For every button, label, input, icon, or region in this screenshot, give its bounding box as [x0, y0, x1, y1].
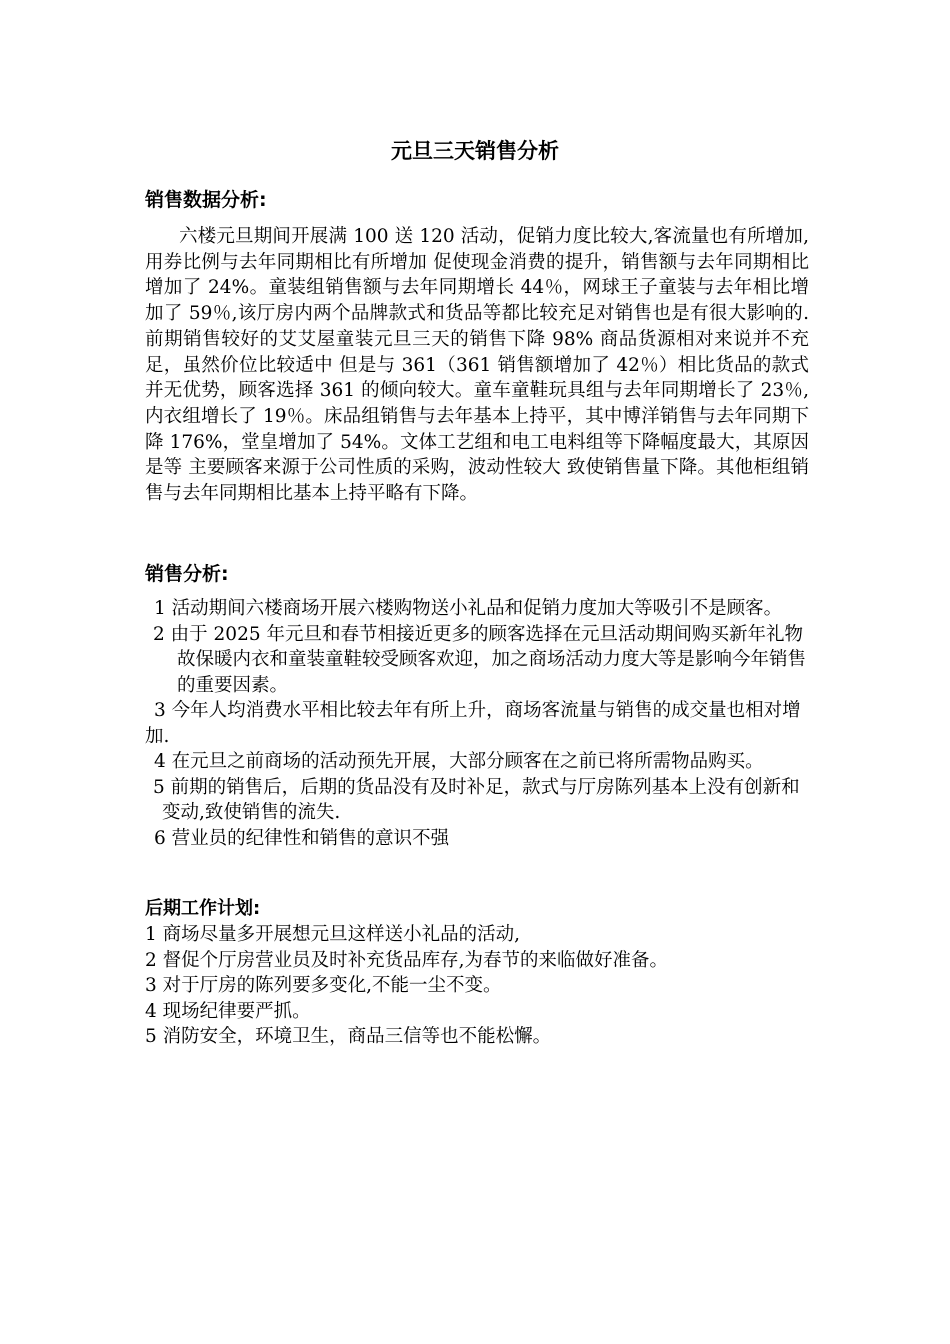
sales-analysis-item: 1 活动期间六楼商场开展六楼购物送小礼品和促销力度加大等吸引不是顾客。 — [154, 598, 783, 619]
work-plan-item: 3 对于厅房的陈列要多变化,不能一尘不变。 — [145, 975, 502, 996]
sales-data-paragraph: 六楼元旦期间开展满 100 送 120 活动，促销力度比较大,客流量也有所增加,用券比例与去年同期相比有所增加 促使现金消费的提升，销售额与去年同期相比增加了 24%。童装组销售额与去年同期增长 44％，网球王子童装与去年相比增加了 59％,该厅房内两个品牌款式和货品等都比较充足对销售也是有很大影响的.前期销售较好的艾艾屋童装元旦三天的销售下降 98% 商品货源相对来说并不充足，虽然价位比较适中 但是与 361（361 销售额增加了 42％）相比货品的款式并无优势，顾客选择 361 的倾向较大。童车童鞋玩具组与去年同期增长了 23％,内衣组增长了 19％。床品组销售与去年基本上持平，其中博洋销售与去年同期下降 176%，堂皇增加了 54%。文体工艺组和电工电料组等下降幅度最大，其原因是等 主要顾客来源于公司性质的采购，波动性较大 致使销售量下降。其他柜组销售与去年同期相比基本上持平略有下降。 — [145, 226, 809, 505]
sales-analysis-item: 3 今年人均消费水平相比较去年有所上升，商场客流量与销售的成交量也相对增加. — [145, 700, 801, 747]
sales-analysis-item: 6 营业员的纪律性和销售的意识不强 — [154, 827, 450, 849]
sales-data-heading: 销售数据分析: — [145, 189, 267, 211]
work-plan-item: 5 消防安全，环境卫生，商品三信等也不能松懈。 — [145, 1026, 552, 1047]
work-plan-item: 1 商场尽量多开展想元旦这样送小礼品的活动, — [145, 924, 521, 945]
work-plan-item: 4 现场纪律要严抓。 — [145, 1000, 311, 1022]
work-plan-heading: 后期工作计划: — [145, 898, 261, 919]
sales-analysis-item: 2 由于 2025 年元旦和春节相接近更多的顾客选择在元旦活动期间购买新年礼物 故保暖内衣和童装童鞋较受顾客欢迎，加之商场活动力度大等是影响今年销售的重要因素。 — [153, 623, 807, 696]
sales-analysis-item: 5 前期的销售后，后期的货品没有及时补足，款式与厅房陈列基本上没有创新和变动,致使销售的流失. — [153, 776, 800, 823]
document-title: 元旦三天销售分析 — [391, 139, 559, 163]
work-plan-list — [145, 922, 809, 1050]
work-plan-item: 2 督促个厅房营业员及时补充货品库存,为春节的来临做好准备。 — [145, 949, 669, 971]
sales-analysis-heading: 销售分析: — [145, 563, 229, 585]
sales-analysis-list — [145, 596, 809, 851]
sales-analysis-item: 4 在元旦之前商场的活动预先开展，大部分顾客在之前已将所需物品购买。 — [154, 751, 764, 772]
